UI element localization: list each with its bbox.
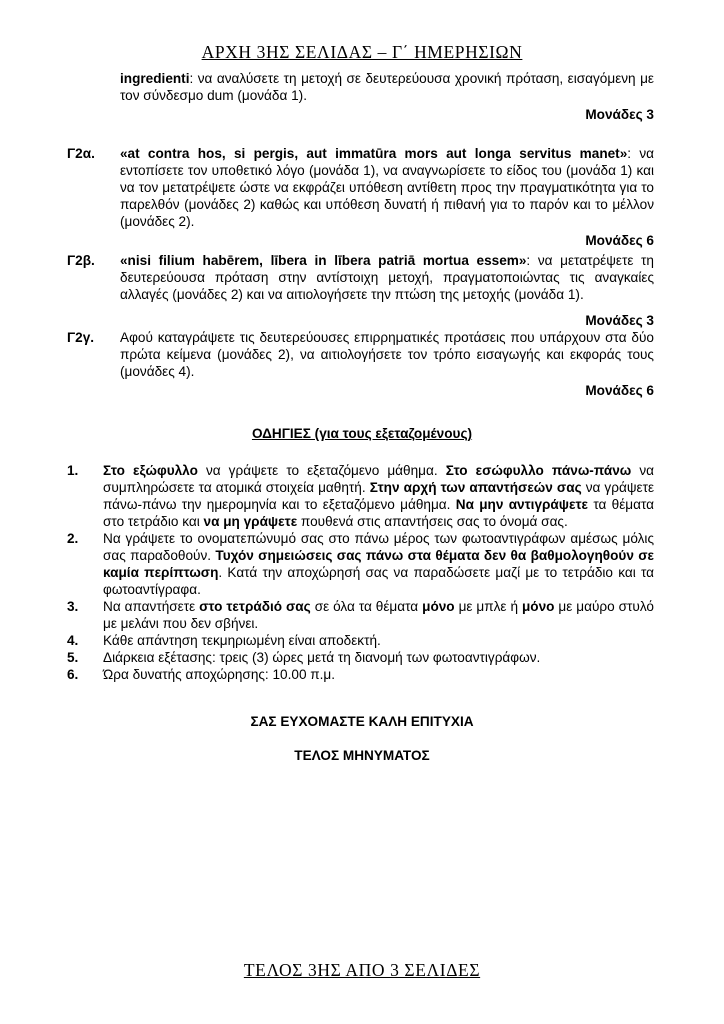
- marks-continuation: Μονάδες 3: [585, 107, 654, 122]
- instruction-item: [0, 632, 724, 649]
- emphasis: μόνο: [422, 599, 455, 614]
- end-of-message: ΤΕΛΟΣ ΜΗΝΥΜΑΤΟΣ: [294, 748, 430, 763]
- text: να γράψετε το εξεταζόμενο μάθημα.: [197, 463, 446, 478]
- page-content: [0, 70, 724, 764]
- question-text: : να αναλύσετε τη μετοχή σε δευτερεύουσα χρονική πρόταση, εισαγόμενη με τον σύνδεσμο dum (μονάδα 1).: [120, 71, 654, 103]
- question-g2a: [0, 145, 724, 230]
- instructions-title: ΟΔΗΓΙΕΣ (για τους εξεταζομένους): [251, 426, 473, 441]
- page-header: [0, 44, 724, 61]
- question-continuation-text: [120, 70, 654, 104]
- instruction-number: 3.: [67, 599, 79, 614]
- page-footer-text: ΤΕΛΟΣ 3ΗΣ ΑΠΟ 3 ΣΕΛΙΔΕΣ: [243, 960, 481, 980]
- instruction-number: 6.: [67, 667, 79, 682]
- closing-wish: ΣΑΣ ΕΥΧΟΜΑΣΤΕ ΚΑΛΗ ΕΠΙΤΥΧΙΑ: [250, 714, 474, 729]
- page-footer: [0, 962, 724, 979]
- question-label: Γ2γ.: [67, 330, 95, 345]
- emphasis: Στην αρχή των απαντήσεών σας: [369, 480, 582, 495]
- instruction-number: 1.: [67, 463, 79, 478]
- latin-quote: «at contra hos, si pergis, aut immatūra mors aut longa servitus manet»: [120, 146, 628, 161]
- question-text: : να μετατρέψετε τη δευτερεύουσα πρόταση στην αντίστοιχη μετοχή, πραγματοποιώντας τις αναγκαίες αλλαγές (μονάδες 2) και να αιτιολογήσετε την πτώση της μετοχής (μονάδα 1).: [120, 253, 654, 302]
- instruction-number: 2.: [67, 531, 79, 546]
- instruction-item: [0, 666, 724, 683]
- text: να γράψετε πάνω-πάνω την ημερομηνία και το εξεταζόμενο μάθημα.: [103, 480, 655, 512]
- text: να συμπληρώσετε τα ατομικά στοιχεία μαθητή.: [103, 463, 654, 495]
- text: . Κατά την αποχώρησή σας να παραδώσετε μαζί με το τετράδιο και τα φωτοαντίγραφα.: [103, 565, 654, 597]
- emphasis: Να μην αντιγράψετε: [455, 497, 589, 512]
- emphasis: Στο εσώφυλλο πάνω-πάνω: [445, 463, 632, 478]
- instruction-item: [0, 462, 724, 530]
- emphasis: στο τετράδιό σας: [199, 599, 311, 614]
- instruction-text: Κάθε απάντηση τεκμηριωμένη είναι αποδεκτή.: [103, 633, 381, 648]
- instruction-number: 5.: [67, 650, 79, 665]
- emphasis: να μη γράψετε: [203, 514, 298, 529]
- text: Να γράψετε το ονοματεπώνυμό σας στο πάνω μέρος των φωτοαντιγράφων αμέσως μόλις σας παραδοθούν.: [103, 531, 654, 563]
- text: Να απαντήσετε: [103, 599, 200, 614]
- emphasis: μόνο: [521, 599, 555, 614]
- marks-g2a: Μονάδες 6: [585, 233, 654, 248]
- question-g2c-text: Αφού καταγράψετε τις δευτερεύουσες επιρρηματικές προτάσεις που υπάρχουν στα δύο πρώτα κείμενα (μονάδες 2), να αιτιολογήσετε τον τρόπο εισαγωγής και εκφοράς τους (μονάδες 4).: [120, 330, 654, 379]
- instruction-item: [0, 598, 724, 632]
- question-label: Γ2α.: [67, 146, 95, 161]
- instruction-text: [103, 462, 654, 530]
- text: με μπλε ή: [454, 599, 522, 614]
- question-label: Γ2β.: [67, 253, 95, 268]
- question-g2a-text: [120, 145, 654, 230]
- text: πουθενά στις απαντήσεις σας το όνομά σας.: [297, 514, 568, 529]
- text: σε όλα τα θέματα: [310, 599, 423, 614]
- latin-term: ingredienti: [120, 71, 190, 86]
- text: με μαύρο στυλό με μελάνι που δεν σβήνει.: [103, 599, 654, 631]
- text: τα θέματα στο τετράδιο και: [103, 497, 654, 529]
- latin-quote: «nisi filium habērem, lībera in lībera patriā mortua essem»: [120, 253, 527, 268]
- question-g2c: [0, 329, 724, 380]
- instruction-text: Διάρκεια εξέτασης: τρεις (3) ώρες μετά τη διανομή των φωτοαντιγράφων.: [103, 650, 541, 665]
- marks-g2c: Μονάδες 6: [585, 383, 654, 398]
- emphasis: Στο εξώφυλλο: [103, 463, 198, 478]
- instruction-number: 4.: [67, 633, 79, 648]
- question-text: : να εντοπίσετε τον υποθετικό λόγο (μονάδα 1), να αναγνωρίσετε το είδος του (μονάδα 1) και να τον μετατρέψετε ώστε να εκφράζει υπόθεση αντίθετη προς την πραγματικότητα για το παρελθόν (μονάδες 2) καθώς και υπόθεση δυνατή ή πιθανή για το παρόν και το μέλλον (μονάδες 2).: [120, 146, 654, 229]
- instruction-item: [0, 649, 724, 666]
- instruction-text: [103, 598, 654, 632]
- question-g2b-text: [120, 252, 654, 303]
- marks-g2b: Μονάδες 3: [585, 313, 654, 328]
- page-header-title: ΑΡΧΗ 3ΗΣ ΣΕΛΙΔΑΣ – Γ΄ ΗΜΕΡΗΣΙΩΝ: [201, 42, 523, 62]
- question-g2b: [0, 252, 724, 303]
- instructions-list: [0, 462, 724, 683]
- instruction-text: [103, 530, 654, 598]
- instruction-text: Ώρα δυνατής αποχώρησης: 10.00 π.μ.: [103, 667, 336, 682]
- emphasis: Τυχόν σημειώσεις σας πάνω στα θέματα δεν θα βαθμολογηθούν σε καμία περίπτωση: [103, 548, 655, 580]
- question-continuation: [0, 70, 724, 104]
- instruction-item: [0, 530, 724, 598]
